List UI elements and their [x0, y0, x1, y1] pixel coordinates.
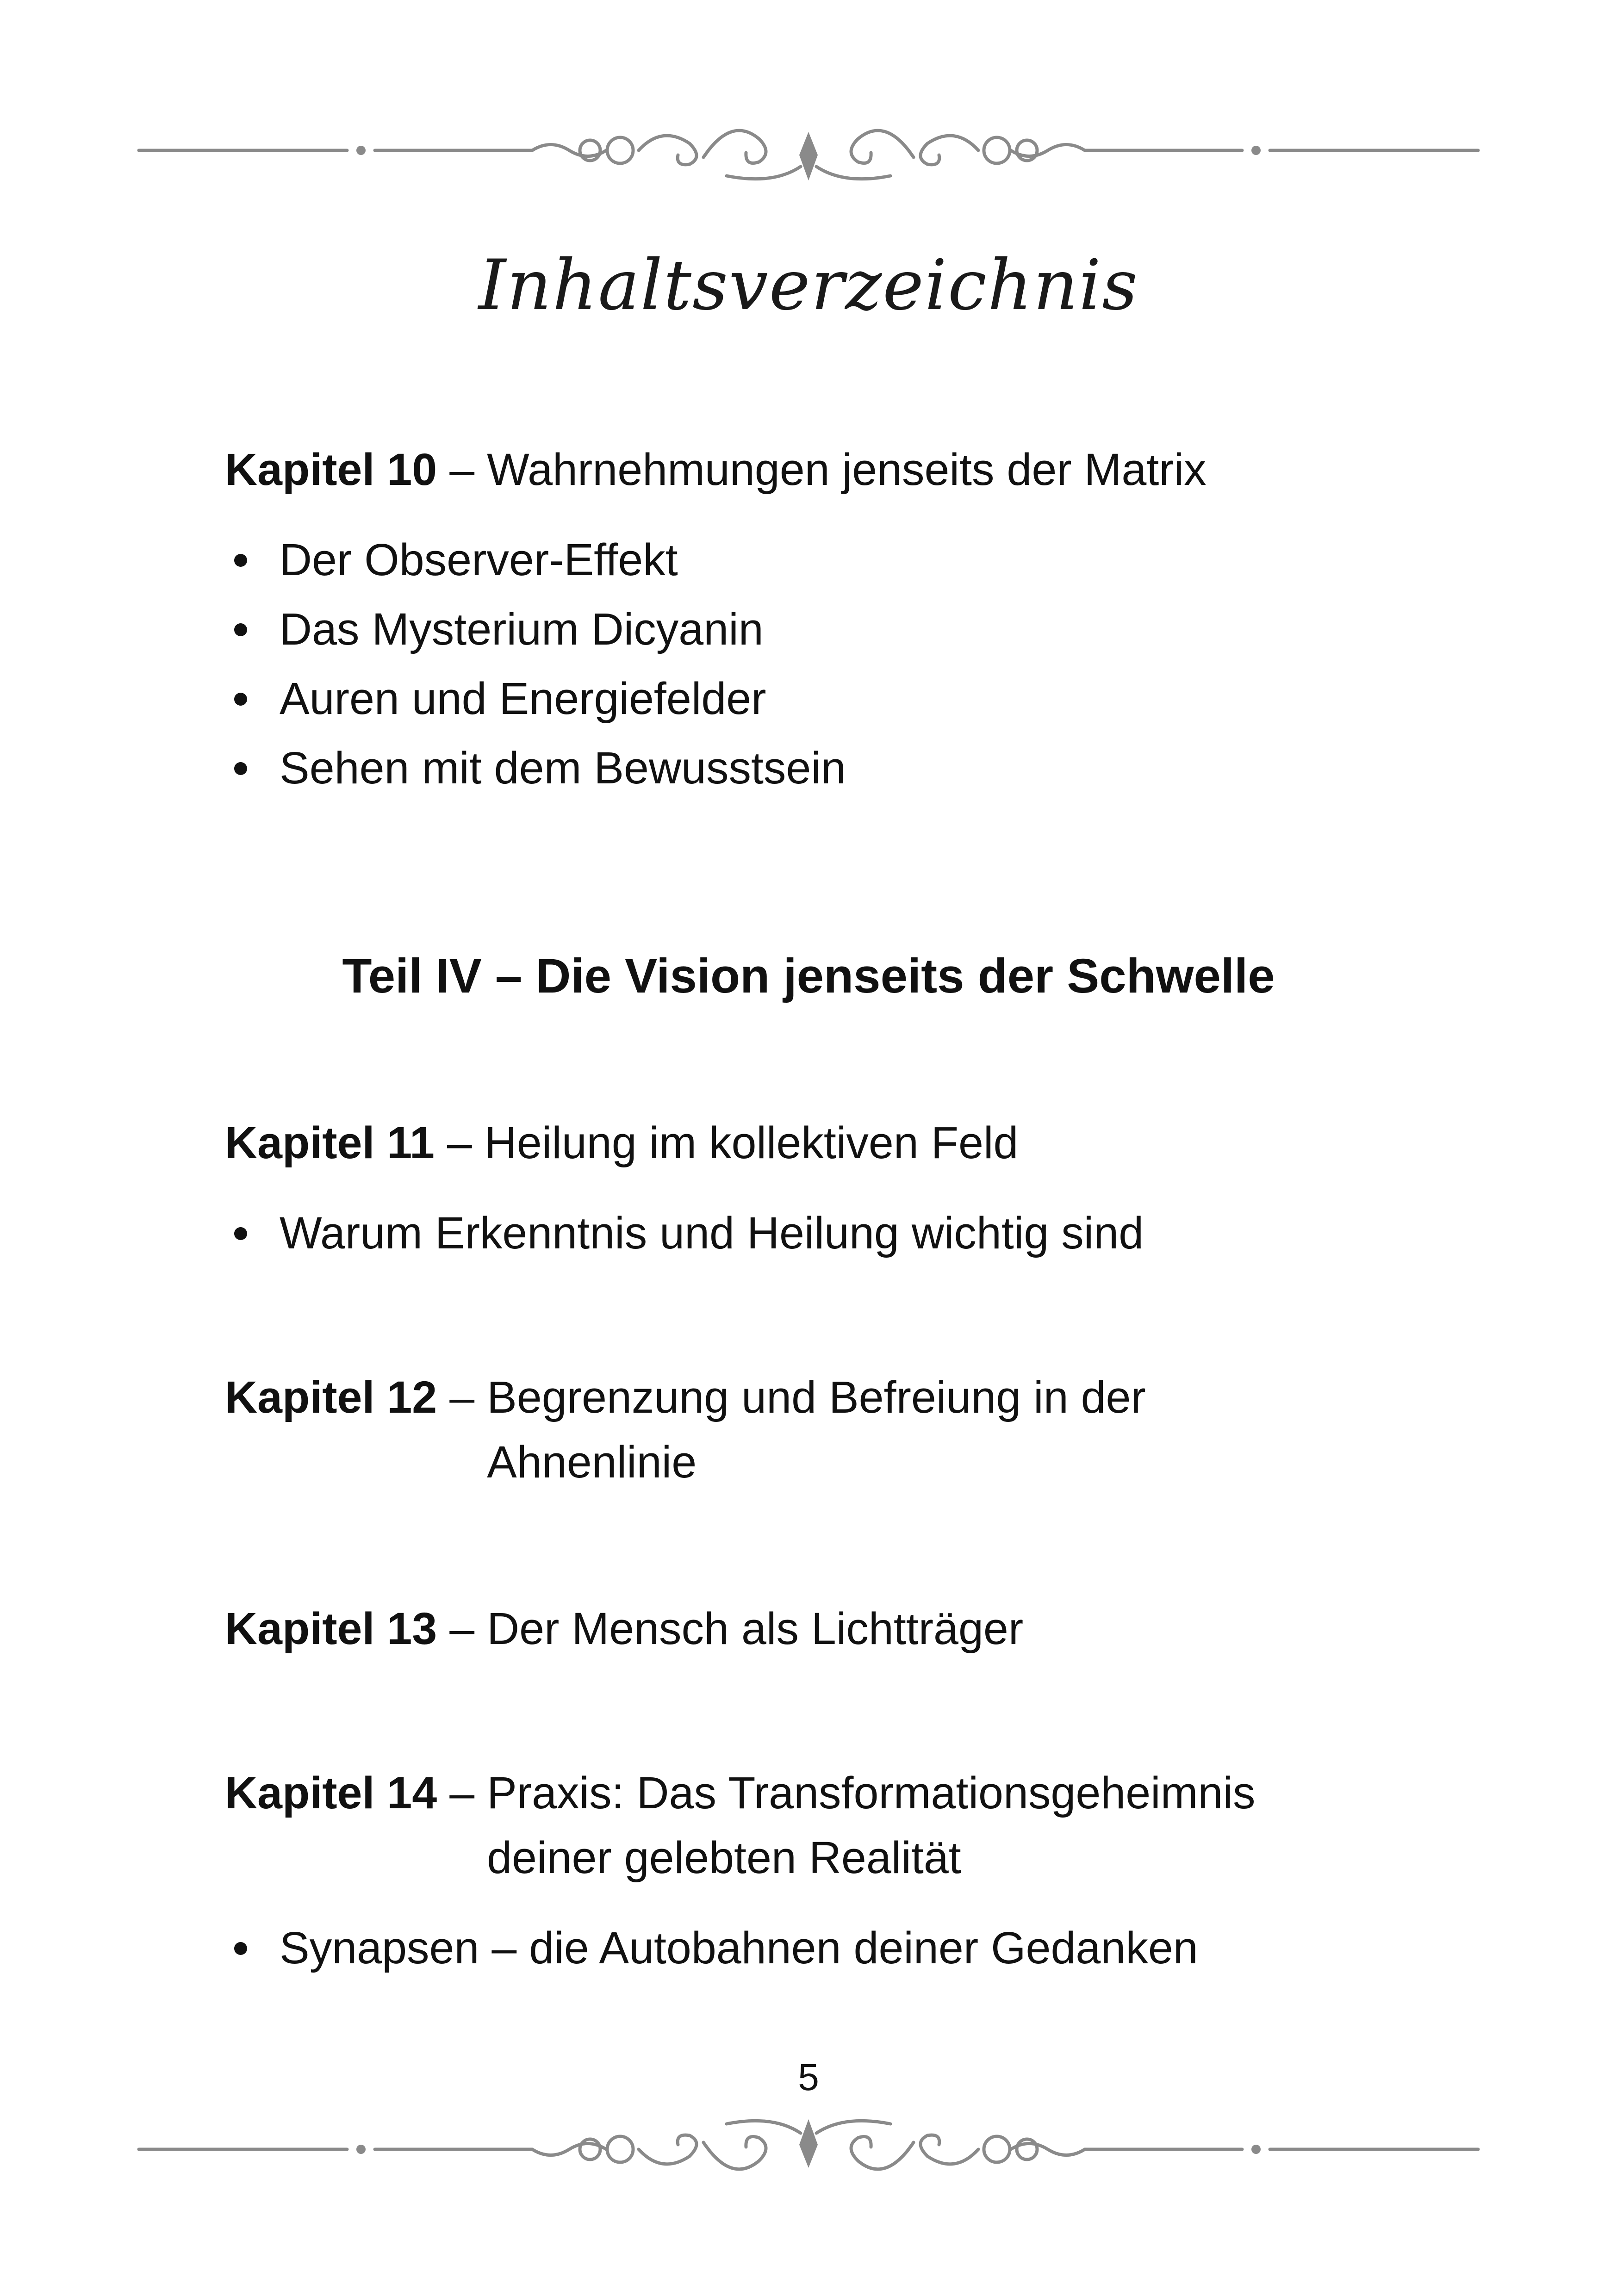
bullet-icon: [234, 554, 247, 567]
part-heading: Teil IV – Die Vision jenseits der Schwelle: [342, 949, 1275, 1003]
chapter-title: [487, 1761, 1320, 1890]
chapter-13-entry: [225, 1596, 1320, 1661]
chapter-title-line-2: deiner gelebten Realität: [487, 1832, 961, 1883]
top-ornament-divider: [134, 106, 1483, 194]
topic-text: Synapsen – die Autobahnen deiner Gedanken: [280, 1923, 1198, 1973]
topic-text: Warum Erkenntnis und Heilung wichtig sind: [280, 1208, 1144, 1258]
topic-text: Sehen mit dem Bewusstsein: [280, 743, 846, 793]
chapter-12-entry: [225, 1365, 1320, 1495]
chapter-dash: –: [437, 1372, 487, 1422]
bottom-ornament-divider: [134, 2105, 1483, 2193]
bullet-icon: [234, 762, 247, 775]
bullet-icon: [234, 1942, 247, 1955]
list-item: [225, 595, 846, 664]
chapter-title-line-2: Ahnenlinie: [487, 1437, 697, 1487]
chapter-11-entry: [225, 1111, 1318, 1175]
chapter-dash: –: [437, 1603, 487, 1654]
chapter-title: Der Mensch als Lichtträger: [487, 1603, 1024, 1654]
chapter-dash: –: [437, 444, 487, 495]
list-item: [225, 525, 846, 595]
chapter-dash: –: [437, 1768, 487, 1818]
chapter-10-entry: [225, 437, 1320, 502]
chapter-label: Kapitel 11: [225, 1117, 435, 1168]
list-item: [225, 664, 846, 733]
chapter-10-topics: [225, 525, 846, 803]
topic-text: Auren und Energiefelder: [280, 673, 766, 724]
chapter-label: Kapitel 14: [225, 1768, 437, 1818]
chapter-dash: –: [434, 1117, 485, 1168]
list-item: [225, 1913, 1198, 1983]
chapter-14-entry: [225, 1761, 1320, 1890]
chapter-title: Heilung im kollektiven Feld: [484, 1117, 1019, 1168]
bullet-icon: [234, 623, 247, 636]
chapter-label: Kapitel 10: [225, 444, 437, 495]
chapter-title: Wahrnehmungen jenseits der Matrix: [487, 444, 1207, 495]
chapter-label: Kapitel 12: [225, 1372, 437, 1422]
bullet-icon: [234, 1227, 247, 1240]
chapter-title: [487, 1365, 1320, 1495]
chapter-11-topics: [225, 1198, 1144, 1268]
page-title: Inhaltsverzeichnis: [478, 245, 1139, 326]
list-item: [225, 733, 846, 803]
topic-text: Der Observer-Effekt: [280, 534, 678, 585]
list-item: [225, 1198, 1144, 1268]
bullet-icon: [234, 693, 247, 706]
chapter-title-line-1: Praxis: Das Transformationsgeheimnis: [487, 1768, 1256, 1818]
topic-text: Das Mysterium Dicyanin: [280, 604, 764, 654]
page-number: 5: [798, 2056, 819, 2098]
chapter-14-topics: [225, 1913, 1198, 1983]
chapter-title-line-1: Begrenzung und Befreiung in der: [487, 1372, 1146, 1422]
chapter-label: Kapitel 13: [225, 1603, 437, 1654]
